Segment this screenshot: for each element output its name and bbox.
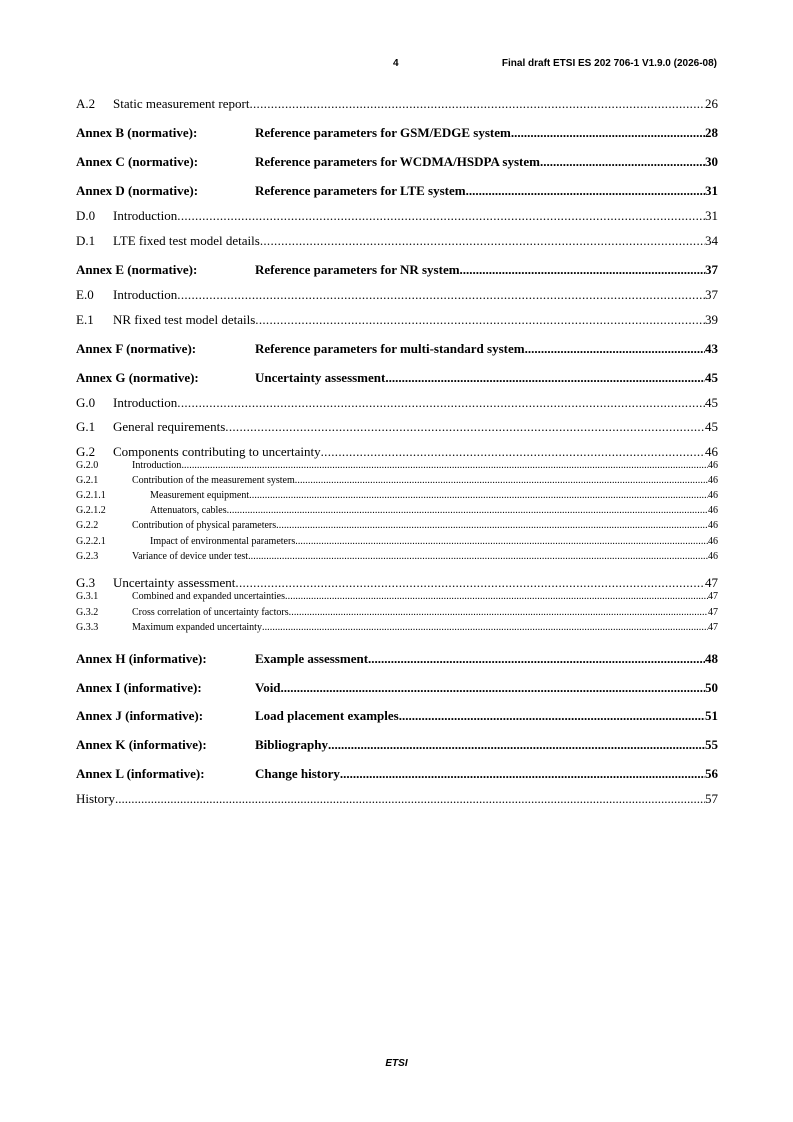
toc-entry-title: Uncertainty assessment	[255, 370, 386, 385]
toc-dot-leader	[235, 575, 705, 591]
toc-entry-page-number: 47	[705, 575, 718, 590]
toc-entry-title: Components contributing to uncertainty	[113, 444, 321, 459]
toc-entry-title: Combined and expanded uncertainties	[132, 591, 286, 602]
toc-entry-page-number: 46	[708, 505, 718, 516]
toc-entry-number: G.2	[76, 444, 96, 459]
toc-entry-page-number: 31	[705, 208, 718, 223]
toc-entry[interactable]	[76, 460, 718, 472]
toc-dot-leader	[540, 154, 705, 170]
toc-entry-number: Annex F (normative):	[76, 341, 197, 356]
toc-entry-page-number: 37	[705, 262, 718, 277]
toc-dot-leader	[255, 312, 705, 328]
toc-entry-title: Change history	[255, 766, 340, 781]
toc-entry-title: Introduction	[132, 460, 182, 471]
toc-entry-number: Annex C (normative):	[76, 154, 199, 169]
toc-dot-leader	[295, 475, 708, 487]
toc-annex-entry[interactable]	[76, 183, 718, 199]
toc-dot-leader	[276, 520, 708, 532]
toc-entry-number: Annex E (normative):	[76, 262, 198, 277]
toc-entry-page-number: 51	[705, 708, 718, 723]
toc-annex-entry[interactable]	[76, 262, 718, 278]
toc-entry-page-number: 47	[708, 591, 718, 602]
toc-dot-leader	[385, 370, 705, 386]
footer-etsi: ETSI	[385, 1058, 408, 1069]
toc-dot-leader	[248, 551, 708, 563]
toc-entry-title: History	[76, 791, 115, 806]
toc-annex-entry[interactable]	[76, 708, 718, 724]
toc-entry-title: Variance of device under test	[132, 551, 249, 562]
toc-entry-title: Introduction	[113, 208, 178, 223]
toc-entry-number: G.1	[76, 419, 96, 434]
toc-entry-number: Annex B (normative):	[76, 125, 198, 140]
header-page-number: 4	[393, 58, 399, 69]
toc-annex-entry[interactable]	[76, 651, 718, 667]
toc-dot-leader	[177, 208, 705, 224]
toc-entry-page-number: 28	[705, 125, 718, 140]
toc-entry[interactable]	[76, 490, 718, 502]
toc-entry-number: D.1	[76, 233, 96, 248]
toc-dot-leader	[285, 591, 708, 603]
toc-entry[interactable]	[76, 551, 718, 563]
toc-dot-leader	[181, 460, 708, 472]
toc-dot-leader	[321, 444, 705, 460]
toc-annex-entry[interactable]	[76, 766, 718, 782]
toc-entry[interactable]	[76, 505, 718, 517]
toc-entry-page-number: 57	[705, 791, 718, 806]
toc-entry-number: A.2	[76, 96, 96, 111]
toc-entry-page-number: 26	[705, 96, 718, 111]
toc-entry-page-number: 46	[708, 460, 718, 471]
toc-entry-number: G.2.0	[76, 460, 99, 471]
toc-dot-leader	[466, 183, 705, 199]
toc-entry-number: E.0	[76, 287, 94, 302]
toc-dot-leader	[249, 490, 708, 502]
toc-entry-title: General requirements	[113, 419, 226, 434]
toc-entry-title: Introduction	[113, 395, 178, 410]
toc-entry-title: Contribution of the measurement system	[132, 475, 295, 486]
toc-entry-title: LTE fixed test model details	[113, 233, 260, 248]
toc-entry-number: E.1	[76, 312, 94, 327]
toc-entry[interactable]	[76, 591, 718, 603]
toc-entry-number: G.3	[76, 575, 96, 590]
toc-entry-number: G.2.1.2	[76, 505, 106, 516]
toc-entry[interactable]	[76, 395, 718, 411]
toc-entry-page-number: 50	[705, 680, 718, 695]
toc-entry-title: Bibliography	[255, 737, 328, 752]
toc-annex-entry[interactable]	[76, 125, 718, 141]
toc-entry-title: Reference parameters for multi-standard system	[255, 341, 525, 356]
toc-entry-title: Reference parameters for NR system	[255, 262, 460, 277]
toc-entry[interactable]	[76, 575, 718, 591]
toc-dot-leader	[525, 341, 705, 357]
toc-entry-page-number: 46	[708, 551, 718, 562]
toc-dot-leader	[177, 395, 705, 411]
toc-dot-leader	[399, 708, 705, 724]
toc-entry-number: Annex L (informative):	[76, 766, 205, 781]
header-document-title: Final draft ETSI ES 202 706-1 V1.9.0 (2026-08)	[501, 58, 717, 69]
toc-entry-number: G.2.2.1	[76, 536, 106, 547]
toc-dot-leader	[460, 262, 705, 278]
toc-dot-leader	[295, 536, 708, 548]
toc-entry-page-number: 45	[705, 370, 718, 385]
toc-entry-number: G.2.3	[76, 551, 99, 562]
toc-dot-leader	[260, 233, 705, 249]
toc-dot-leader	[115, 791, 705, 807]
toc-entry-number: G.3.3	[76, 622, 99, 633]
toc-entry-title: Load placement examples	[255, 708, 399, 723]
toc-annex-entry[interactable]	[76, 341, 718, 357]
toc-entry-number: G.3.1	[76, 591, 99, 602]
toc-entry-number: G.0	[76, 395, 96, 410]
toc-dot-leader	[262, 622, 708, 634]
toc-entry[interactable]	[76, 287, 718, 303]
toc-annex-entry[interactable]	[76, 680, 718, 696]
toc-annex-entry[interactable]	[76, 370, 718, 386]
toc-dot-leader	[227, 505, 708, 517]
toc-entry[interactable]	[76, 607, 718, 619]
toc-entry-page-number: 30	[705, 154, 718, 169]
toc-entry-number: Annex K (informative):	[76, 737, 207, 752]
toc-entry-title: Static measurement report	[113, 96, 250, 111]
toc-entry-title: Void	[255, 680, 281, 695]
toc-annex-entry[interactable]	[76, 737, 718, 753]
toc-entry[interactable]	[76, 419, 718, 435]
toc-entry-number: Annex D (normative):	[76, 183, 199, 198]
toc-entry-page-number: 31	[705, 183, 718, 198]
toc-entry-page-number: 45	[705, 419, 718, 434]
toc-entry[interactable]	[76, 233, 718, 249]
toc-dot-leader	[328, 737, 705, 753]
toc-entry-number: Annex I (informative):	[76, 680, 202, 695]
toc-entry[interactable]	[76, 208, 718, 224]
toc-entry[interactable]	[76, 475, 718, 487]
toc-entry-number: D.0	[76, 208, 96, 223]
toc-dot-leader	[225, 419, 705, 435]
toc-entry-page-number: 56	[705, 766, 718, 781]
toc-entry-number: G.2.1.1	[76, 490, 106, 501]
toc-entry-page-number: 37	[705, 287, 718, 302]
toc-entry-number: Annex J (informative):	[76, 708, 204, 723]
toc-entry-page-number: 48	[705, 651, 718, 666]
toc-entry-title: Cross correlation of uncertainty factors	[132, 607, 289, 618]
toc-dot-leader	[281, 680, 705, 696]
toc-entry-page-number: 43	[705, 341, 718, 356]
toc-entry-title: NR fixed test model details	[113, 312, 256, 327]
toc-entry-title: Example assessment	[255, 651, 369, 666]
toc-entry[interactable]	[76, 536, 718, 548]
toc-entry-page-number: 47	[708, 622, 718, 633]
toc-entry[interactable]	[76, 520, 718, 532]
toc-entry-title: Measurement equipment	[150, 490, 250, 501]
toc-entry-page-number: 39	[705, 312, 718, 327]
toc-entry-title: Contribution of physical parameters	[132, 520, 277, 531]
toc-entry-page-number: 34	[705, 233, 718, 248]
toc-entry-page-number: 47	[708, 607, 718, 618]
toc-entry-page-number: 45	[705, 395, 718, 410]
toc-entry-page-number: 46	[708, 490, 718, 501]
toc-dot-leader	[368, 651, 705, 667]
toc-entry-number: Annex H (informative):	[76, 651, 207, 666]
toc-dot-leader	[177, 287, 705, 303]
toc-entry-title: Reference parameters for WCDMA/HSDPA system	[255, 154, 540, 169]
toc-dot-leader	[340, 766, 705, 782]
toc-entry-number: G.2.2	[76, 520, 99, 531]
toc-entry-page-number: 46	[708, 536, 718, 547]
toc-dot-leader	[289, 607, 708, 619]
toc-entry[interactable]	[76, 444, 718, 460]
toc-entry-title: Attenuators, cables	[150, 505, 227, 516]
toc-entry-page-number: 46	[705, 444, 718, 459]
toc-dot-leader	[249, 96, 705, 112]
toc-annex-entry[interactable]	[76, 154, 718, 170]
toc-entry[interactable]	[76, 622, 718, 634]
toc-dot-leader	[511, 125, 705, 141]
toc-entry[interactable]	[76, 312, 718, 328]
toc-entry-title: Reference parameters for GSM/EDGE system	[255, 125, 511, 140]
toc-entry-number: G.3.2	[76, 607, 99, 618]
toc-entry-title: Maximum expanded uncertainty	[132, 622, 262, 633]
toc-entry-page-number: 55	[705, 737, 718, 752]
toc-entry-title: Introduction	[113, 287, 178, 302]
toc-entry-title: Reference parameters for LTE system	[255, 183, 466, 198]
toc-entry-title: Uncertainty assessment	[113, 575, 236, 590]
toc-entry[interactable]	[76, 96, 718, 112]
toc-entry-page-number: 46	[708, 475, 718, 486]
toc-entry[interactable]	[76, 791, 718, 807]
toc-entry-number: G.2.1	[76, 475, 99, 486]
toc-entry-number: Annex G (normative):	[76, 370, 199, 385]
toc-entry-page-number: 46	[708, 520, 718, 531]
toc-entry-title: Impact of environmental parameters	[150, 536, 296, 547]
